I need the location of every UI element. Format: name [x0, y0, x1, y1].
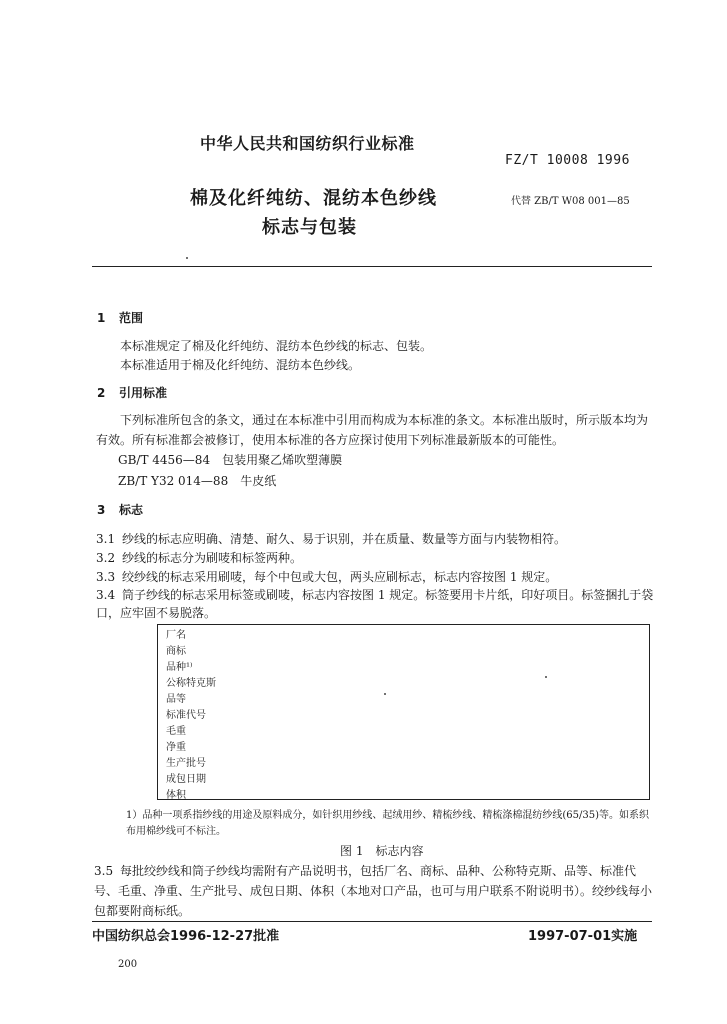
clause-text: 每批绞纱线和筒子纱线均需附有产品说明书，包括厂名、商标、品种、公称特克斯、品等、标准代号、毛重、净重、生产批号、成包日期、体积（本地对口产品，也可与用户联系不附说明书）。绞纱线每小包都要附商标纸。 — [94, 864, 653, 918]
clause-number: 3.3 — [96, 570, 116, 584]
figure-1-label-content-box — [157, 624, 650, 800]
clause-3-2 — [96, 549, 302, 566]
document-title-line2: 标志与包装 — [262, 217, 357, 238]
issuing-organization: 中华人民共和国纺织行业标准 — [200, 134, 415, 153]
clause-number: 3.1 — [96, 532, 116, 546]
section-title: 范围 — [119, 311, 144, 325]
section-3-heading — [97, 501, 143, 518]
figure-row: 公称特克斯 — [166, 678, 216, 689]
replaces-standard: 代替 ZB/T W08 001—85 — [511, 196, 630, 207]
clause-number: 3.2 — [96, 551, 116, 565]
figure-row: 生产批号 — [166, 758, 206, 769]
clause-3-4 — [96, 586, 656, 622]
clause-3-1 — [96, 530, 566, 547]
reference-gb-t-4456: GB/T 4456—84 包装用聚乙烯吹塑薄膜 — [118, 453, 343, 467]
header-divider — [92, 266, 652, 267]
approval-date: 中国纺织总会1996-12-27批准 — [92, 929, 280, 944]
figure-row: 净重 — [166, 742, 186, 753]
scan-speck — [384, 693, 386, 695]
figure-row: 毛重 — [166, 726, 186, 737]
section-number: 1 — [97, 311, 106, 325]
section-title: 引用标准 — [119, 386, 168, 400]
figure-row: 体积 — [166, 790, 186, 801]
section-number: 2 — [97, 386, 106, 400]
figure-row: 品等 — [166, 694, 186, 705]
section-2-paragraph: 下列标准所包含的条文，通过在本标准中引用而构成为本标准的条文。本标准出版时，所示版本均为有效。所有标准都会被修订，使用本标准的各方应探讨使用下列标准最新版本的可能性。 — [96, 413, 649, 447]
figure-row: 商标 — [166, 646, 186, 657]
page-number: 200 — [118, 959, 138, 970]
clause-text: 绞纱线的标志采用刷唛，每个中包或大包，两头应刷标志，标志内容按图 1 规定。 — [122, 570, 558, 584]
scan-speck — [545, 676, 547, 678]
section-title: 标志 — [119, 503, 144, 517]
clause-text: 纱线的标志应明确、清楚、耐久、易于识别，并在质量、数量等方面与内装物相符。 — [122, 532, 567, 546]
clause-3-5 — [94, 861, 654, 921]
clause-number: 3.4 — [96, 588, 116, 602]
figure-row: 成包日期 — [166, 774, 206, 785]
standard-code: FZ/T 10008 1996 — [505, 153, 630, 168]
section-1-paragraph-1: 本标准规定了棉及化纤纯纺、混纺本色纱线的标志、包装。 — [120, 339, 433, 353]
section-1-heading — [97, 309, 143, 326]
figure-row: 标准代号 — [166, 710, 206, 721]
section-1-paragraph-2: 本标准适用于棉及化纤纯纺、混纺本色纱线。 — [120, 358, 361, 372]
figure-row: 厂名 — [166, 630, 186, 641]
clause-3-3 — [96, 568, 557, 585]
figure-row: 品种¹⁾ — [166, 662, 193, 673]
figure-1-caption: 图 1 标志内容 — [340, 844, 424, 858]
figure-1-footnote: 1）品种一项系指纱线的用途及原料成分，如针织用纱线、起绒用纱、精梳纱线、精梳涤棉混纺纱线(65/35)等。如系织布用棉纱线可不标注。 — [126, 810, 649, 837]
reference-zb-t-y32014: ZB/T Y32 014—88 牛皮纸 — [118, 474, 277, 488]
footer-divider — [92, 921, 652, 922]
scan-speck — [186, 257, 188, 259]
clause-text: 筒子纱线的标志采用标签或刷唛，标志内容按图 1 规定。标签要用卡片纸，印好项目。标签捆扎于袋口，应牢固不易脱落。 — [96, 588, 654, 620]
section-2-heading — [97, 384, 167, 401]
document-title-line1: 棉及化纤纯纺、混纺本色纱线 — [190, 188, 437, 209]
clause-number: 3.5 — [94, 864, 114, 878]
clause-text: 纱线的标志分为刷唛和标签两种。 — [122, 551, 303, 565]
implementation-date: 1997-07-01实施 — [528, 929, 638, 944]
section-number: 3 — [97, 503, 106, 517]
